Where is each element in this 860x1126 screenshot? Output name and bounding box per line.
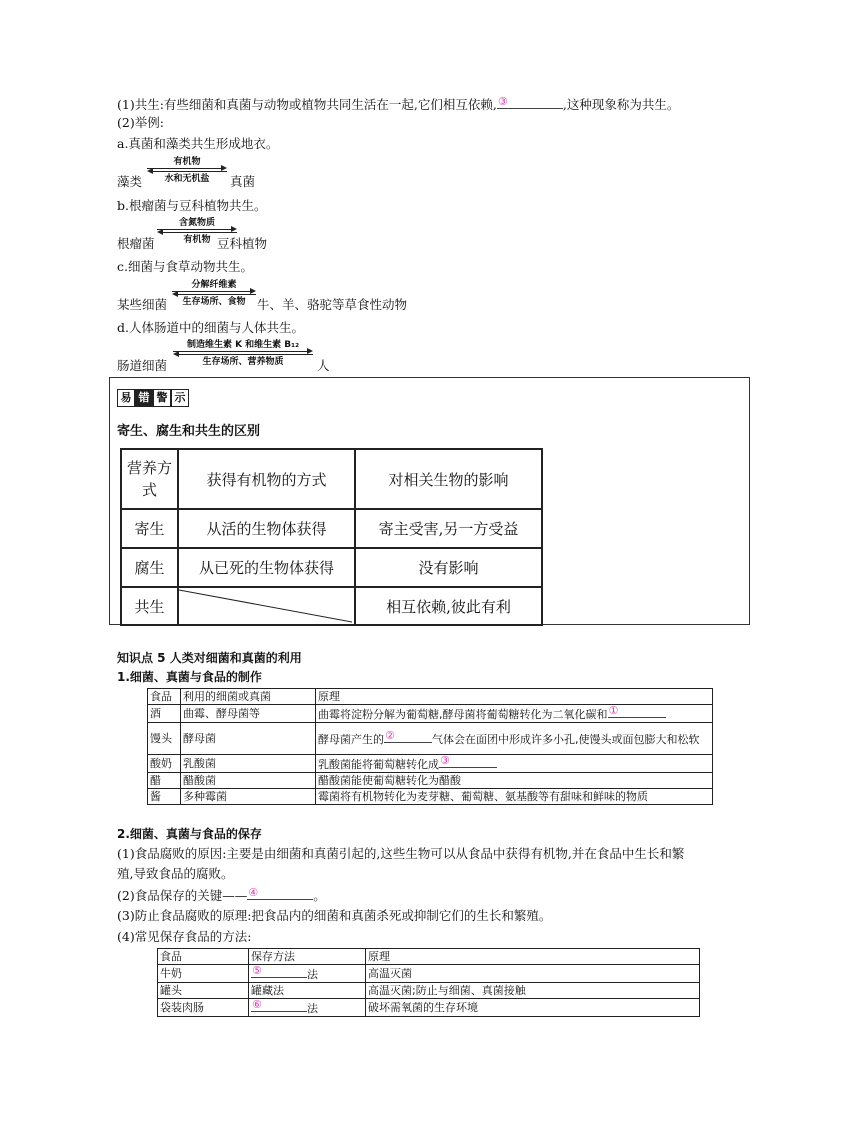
tag-char: 警 <box>153 389 171 407</box>
answer-blank[interactable]: ④ <box>247 887 313 900</box>
diagonal-line <box>179 588 352 624</box>
example-c-text: c.细菌与食草动物共生。 <box>117 259 253 274</box>
tag-char: 易 <box>117 389 135 407</box>
answer-blank[interactable]: ① <box>608 705 666 718</box>
food-preservation-table: 食品 保存方法 原理 牛奶 ⑤ 法 高温灭菌 罐头 罐藏法 高温灭菌;防止与细菌、真菌接触 袋装肉肠 ⑥ 法 破坏需氧菌的生存环境 <box>157 948 700 1017</box>
answer-blank[interactable]: ③ <box>439 755 497 768</box>
food-making-table: 食品 利用的细菌或真菌 原理 酒 曲霉、酵母菌等 曲霉将淀粉分解为葡萄糖,酵母菌将葡萄糖转化为二氧化碳和 ① 馒头 酵母菌 酵母菌产生的 ② 气体会在面团中形成许多小孔,使馒头或面包膨大和松软 酸奶 乳酸菌 乳酸菌能将葡萄糖转化成 ③ 醋 醋酸菌 醋酸菌能使葡萄糖转化为醋酸 酱 多种霉菌 霉菌将有机物转化为麦芽糖、葡萄糖、氨基酸等有甜味和鲜味的物质 <box>147 688 713 805</box>
common-mistakes-box <box>109 377 750 625</box>
parasitism-table: 营养方式 获得有机物的方式 对相关生物的影响 寄生 从活的生物体获得 寄主受害,另一方受益 腐生 从已死的生物体获得 没有影响 共生 相互依赖,彼此有利 <box>120 448 543 626</box>
subsection-1: 1.细菌、真菌与食品的制作 <box>117 670 262 684</box>
example-d-text: d.人体肠道中的细菌与人体共生。 <box>117 320 304 335</box>
tag-char: 错 <box>135 389 153 407</box>
paragraph-4: (4)常见保存食品的方法: <box>117 929 252 944</box>
paragraph-3: (3)防止食品腐败的原理:把食品内的细菌和真菌杀死或抑制它们的生长和繁殖。 <box>117 908 552 923</box>
answer-blank[interactable]: ③ <box>497 96 563 109</box>
reaction-b: 根瘤菌 含氮物质 有机物 豆科植物 <box>117 218 268 251</box>
warning-title: 寄生、腐生和共生的区别 <box>117 424 261 439</box>
diagonal-cell <box>178 587 355 625</box>
paragraph-1b: 殖,导致食品的腐败。 <box>117 866 234 881</box>
example-a-text: a.真菌和藻类共生形成地衣。 <box>117 136 279 151</box>
paragraph-2: (2)食品保存的关键—— ④ 。 <box>117 886 326 903</box>
reaction-c: 某些细菌 分解纤维素 生存场所、食物 牛、羊、骆驼等草食性动物 <box>117 280 408 312</box>
symbiosis-definition: (1)共生:有些细菌和真菌与动物或植物共同生活在一起,它们相互依赖, ③ ,这种现象称为共生。 <box>117 95 680 112</box>
tag-char: 示 <box>171 389 189 407</box>
answer-blank[interactable]: ⑤ <box>251 965 307 978</box>
examples-title: (2)举例: <box>117 115 164 130</box>
reaction-d: 肠道细菌 制造维生素 K 和维生素 B₁₂ 生存场所、营养物质 人 <box>117 340 330 373</box>
answer-blank[interactable]: ⑥ <box>251 999 307 1012</box>
section-title: 知识点 5 人类对细菌和真菌的利用 <box>117 651 302 665</box>
answer-blank[interactable]: ② <box>384 730 432 743</box>
example-b-text: b.根瘤菌与豆科植物共生。 <box>117 198 267 213</box>
reaction-a: 藻类 有机物 水和无机盐 真菌 <box>117 157 256 189</box>
subsection-2: 2.细菌、真菌与食品的保存 <box>117 827 262 841</box>
paragraph-1: (1)食品腐败的原因:主要是由细菌和真菌引起的,这些生物可以从食品中获得有机物,并在食品中生长和繁 <box>117 846 685 861</box>
